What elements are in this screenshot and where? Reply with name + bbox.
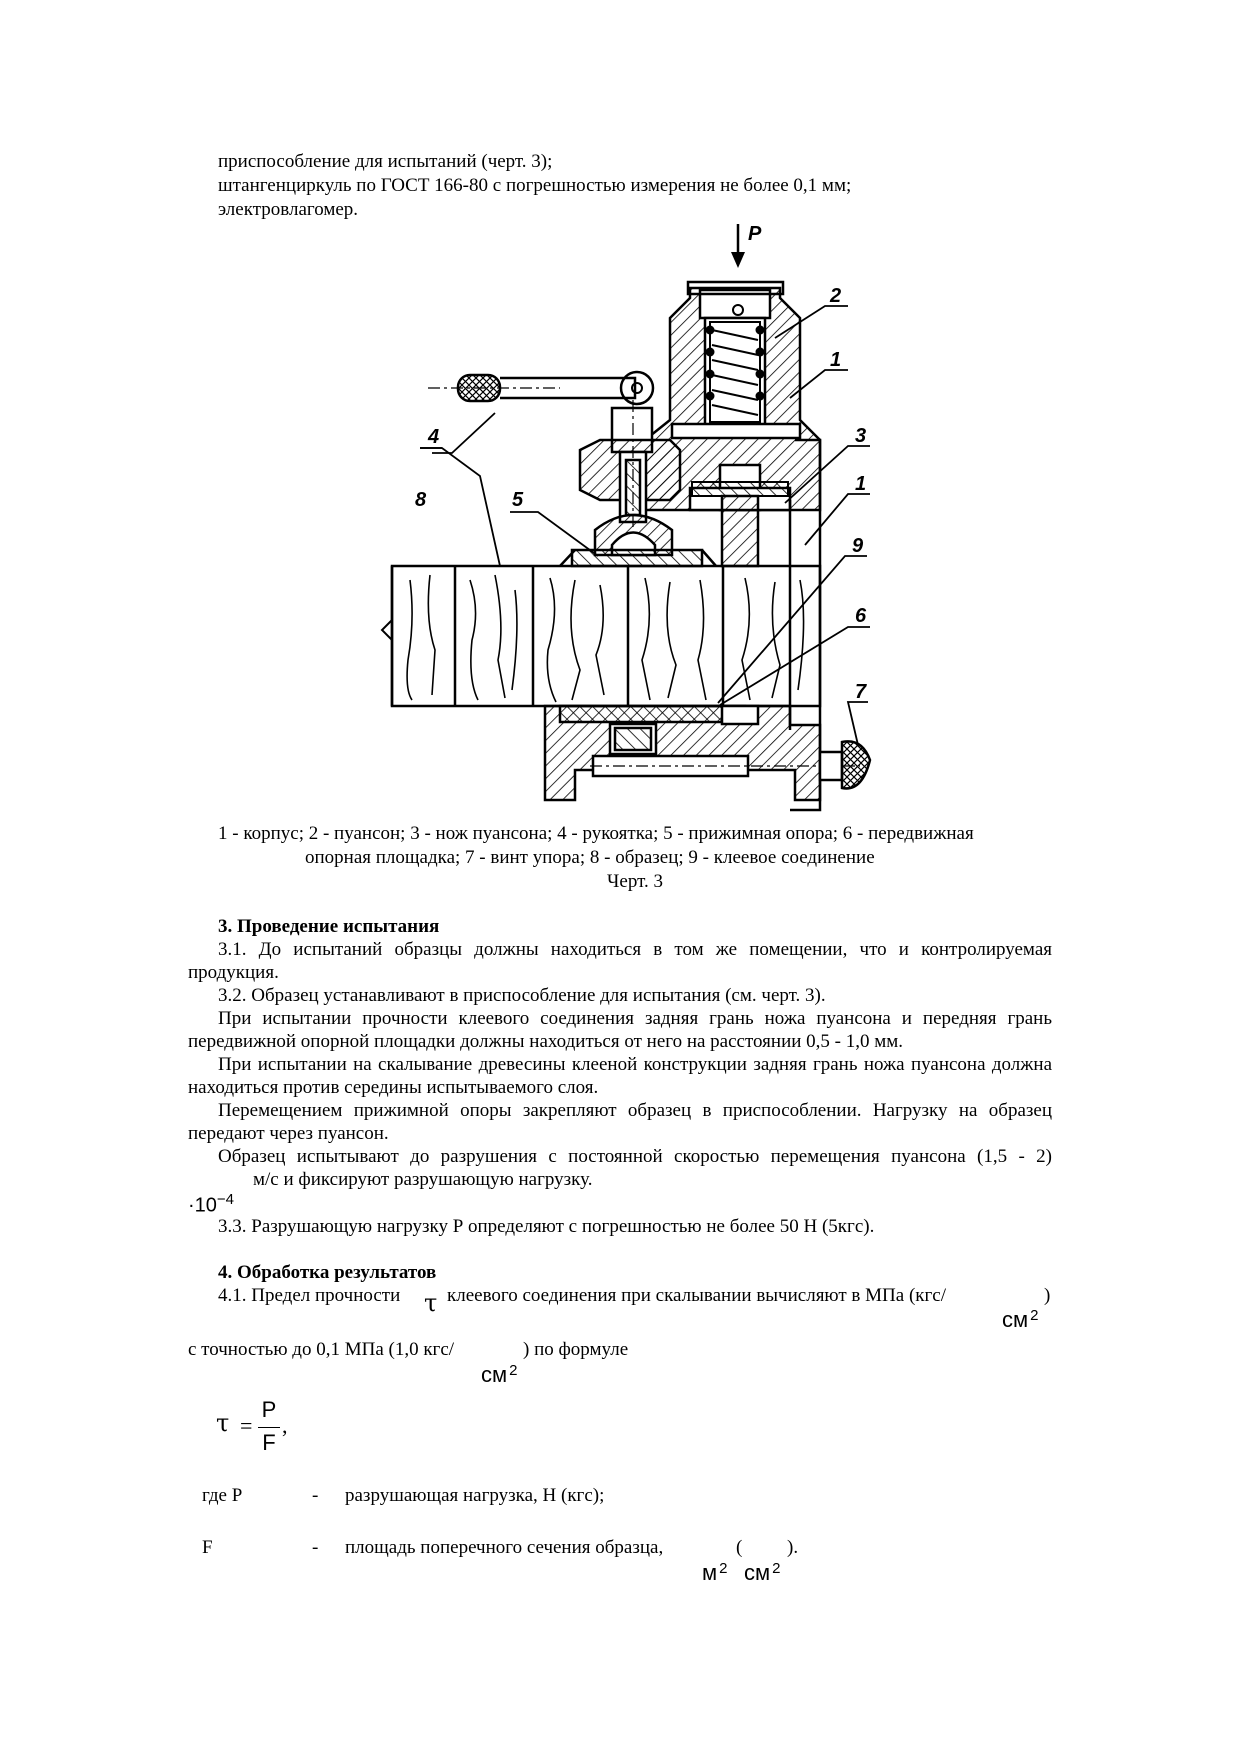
unit-m: м — [702, 1560, 718, 1585]
section-3-p6-cont: м/с и фиксируют разрушающую нагрузку. — [253, 1169, 593, 1190]
unit-sq-4: 2 — [772, 1560, 781, 1577]
callout-5: 5 — [512, 489, 524, 511]
formula-lhs: τ — [216, 1409, 230, 1437]
formula-equals: = — [240, 1413, 253, 1438]
section-4-1-part-a: 4.1. Предел прочности — [218, 1285, 401, 1306]
section-4-1-part-c: ) — [1044, 1285, 1051, 1306]
callout-3: 3 — [855, 425, 867, 447]
callout-7: 7 — [855, 681, 867, 703]
formula-denominator: F — [262, 1430, 276, 1455]
formula-comma: , — [282, 1413, 288, 1438]
intro-line-1: приспособление для испытаний (черт. 3); — [218, 151, 553, 172]
unit-m2 — [702, 1561, 727, 1584]
figure-title: Черт. 3 — [607, 871, 663, 892]
callout-1-top: 1 — [830, 349, 842, 371]
unit-sq-2: 2 — [509, 1362, 518, 1379]
formula-tau-equals-p-over-f — [216, 1398, 316, 1458]
unit-cm-2: см — [481, 1362, 508, 1387]
formula-fraction-bar — [258, 1427, 280, 1428]
punch-plate — [692, 482, 788, 496]
unit-cm2-3 — [744, 1561, 780, 1584]
unit-sq-3: 2 — [719, 1560, 728, 1577]
callout-4: 4 — [428, 426, 440, 448]
force-arrow — [731, 224, 745, 268]
intro-line-3: электровлагомер. — [218, 199, 359, 220]
section-3-p5: Перемещением прижимной опоры закрепляют образец в приспособлении. Нагрузку на образец передают через пуансон. — [188, 1100, 1052, 1144]
callout-9: 9 — [852, 535, 864, 557]
callout-6: 6 — [855, 605, 867, 627]
callout-2: 2 — [830, 285, 842, 307]
stop-screw — [820, 741, 870, 788]
section-4-1-part-b: клеевого соединения при скалывании вычисляют в МПа (кгс/ — [447, 1285, 947, 1306]
handle — [428, 372, 653, 404]
clamp-support — [560, 515, 716, 566]
where-symbol-f: F — [202, 1537, 213, 1558]
section-4-accuracy-a: с точностью до 0,1 МПа (1,0 кгс/ — [188, 1339, 455, 1360]
punch-pin — [672, 424, 800, 438]
unit-sq-1: 2 — [1030, 1307, 1039, 1324]
force-label: P — [748, 223, 762, 245]
callout-8: 8 — [415, 489, 427, 511]
figure-caption-line-1: 1 - корпус; 2 - пуансон; 3 - нож пуансона; 4 - рукоятка; 5 - прижимная опора; 6 - передвижная — [218, 823, 974, 844]
formula-numerator: P — [261, 1397, 277, 1422]
intro-line-2: штангенциркуль по ГОСТ 166-80 с погрешностью измерения не более 0,1 мм; — [218, 175, 852, 196]
unit-cm2-2 — [481, 1363, 517, 1386]
paren-close: ). — [787, 1537, 799, 1558]
paren-open: ( — [736, 1537, 743, 1558]
unit-cm2-1 — [1002, 1308, 1038, 1331]
punch-knife — [722, 496, 758, 566]
multiplier-exponent: −4 — [216, 1191, 235, 1208]
where-dash-p: - — [312, 1485, 319, 1506]
speed-multiplier — [188, 1188, 234, 1218]
tau-symbol: τ — [424, 1289, 438, 1317]
base — [545, 706, 860, 800]
where-dash-f: - — [312, 1537, 319, 1558]
callout-1-side: 1 — [855, 473, 867, 495]
section-4-heading: 4. Обработка результатов — [218, 1262, 437, 1283]
section-3-1: 3.1. До испытаний образцы должны находиться в том же помещении, что и контролируемая продукция. — [188, 939, 1052, 983]
section-3-p4: При испытании на скалывание древесины клееной конструкции задняя грань ножа пуансона должна находиться против середины испытываемого слоя. — [188, 1054, 1052, 1098]
section-4-accuracy-b: ) по формуле — [523, 1339, 629, 1360]
test-fixture-drawing — [380, 220, 900, 820]
figure-caption-line-2: опорная площадка; 7 - винт упора; 8 - образец; 9 - клеевое соединение — [305, 847, 875, 868]
section-3-p6: Образец испытывают до разрушения с постоянной скоростью перемещения пуансона (1,5 - 2) — [218, 1146, 1052, 1167]
section-3-3: 3.3. Разрушающую нагрузку Р определяют с погрешностью не более 50 Н (5кгс). — [218, 1216, 875, 1237]
section-3-p3: При испытании прочности клеевого соединения задняя грань ножа пуансона и передняя грань передвижной опорной площадки должны находиться от него на расстоянии 0,5 - 1,0 мм. — [188, 1008, 1052, 1052]
unit-cm-1: см — [1002, 1307, 1029, 1332]
where-text-p: разрушающая нагрузка, Н (кгс); — [345, 1485, 605, 1506]
where-symbol-p: где Р — [202, 1485, 243, 1506]
where-text-f: площадь поперечного сечения образца, — [345, 1537, 664, 1558]
section-3-2: 3.2. Образец устанавливают в приспособление для испытания (см. черт. 3). — [218, 985, 826, 1006]
unit-cm-3: см — [744, 1560, 771, 1585]
multiplier-base: ·10 — [188, 1194, 217, 1217]
section-3-heading: 3. Проведение испытания — [218, 916, 440, 937]
